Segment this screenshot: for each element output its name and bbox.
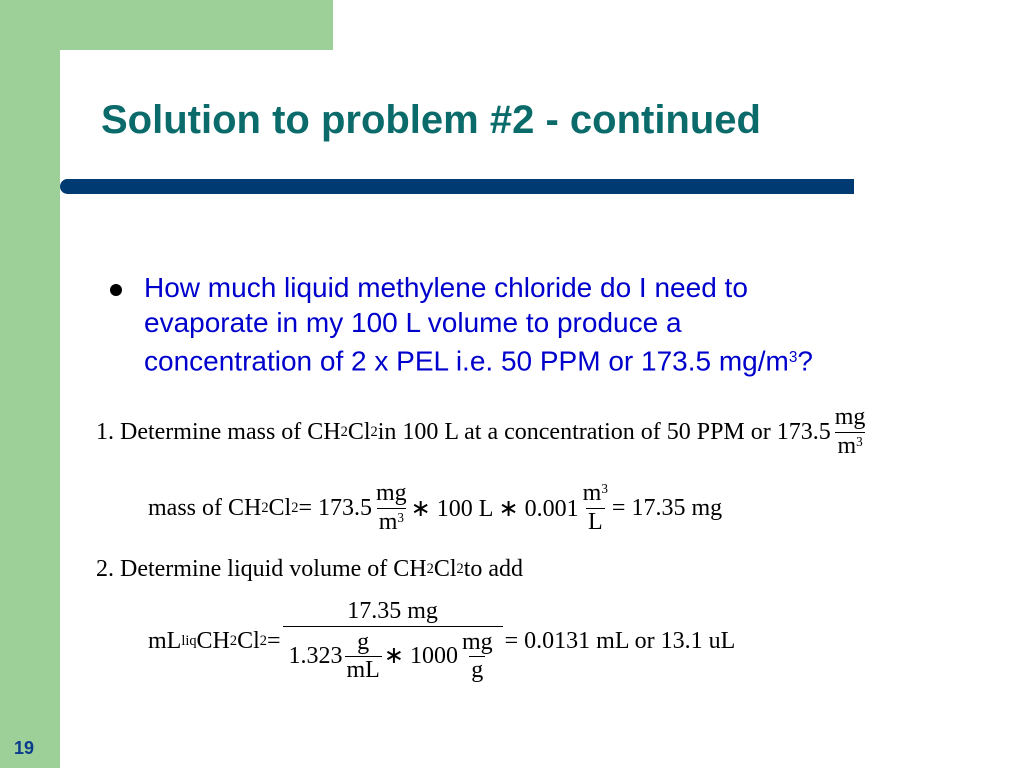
m3-per-liter-fraction: $\frac{m^3}{L}$ xyxy=(582,480,608,535)
step-2-line: 2. Determine liquid volume of CH 2 Cl 2 to add xyxy=(96,556,524,582)
slide-number: 19 xyxy=(14,738,35,758)
bullet-line-1: How much liquid methylene chloride do I need to xyxy=(144,272,748,303)
mass-equation: mass of CH 2 Cl 2 = 173.5 $\frac{mg}{m^3}$ ∗ 100 L ∗ 0.001 $\frac{m^3}{L}$ = 17.35 mg xyxy=(148,480,723,535)
bullet-icon xyxy=(110,284,122,296)
volume-equation: mL liq CH 2 Cl 2 = 17.35 mg 1.323 $\frac{g}{mL}$ ∗ 1000 $\frac{mg}{g}$ = 0.0131 mL or 13.1 uL xyxy=(148,598,736,684)
volume-main-fraction: 17.35 mg 1.323 $\frac{g}{mL}$ ∗ 1000 $\frac{mg}{g}$ xyxy=(283,598,503,685)
green-top-band xyxy=(0,0,333,50)
slide-title: Solution to problem #2 - continued xyxy=(101,98,761,142)
step-1-line: 1. Determine mass of CH 2 Cl 2 in 100 L at a concentration of 50 PPM or 173.5 $\frac{mg}{m^3}$ xyxy=(96,404,866,459)
title-underline-bar xyxy=(60,179,854,194)
bullet-question xyxy=(144,270,1004,378)
bullet-line-3: concentration of 2 x PEL i.e. 50 PPM or 173.5 $mg/m^3$? xyxy=(144,345,813,377)
step-1-unit-fraction: $\frac{mg}{m^3}$ xyxy=(834,404,866,459)
bullet-line-2: evaporate in my 100 L volume to produce a xyxy=(144,307,682,338)
mg-per-g-fraction: $\frac{mg}{g}$ xyxy=(461,628,493,684)
mg-per-m3-fraction: $\frac{mg}{m^3}$ xyxy=(375,480,407,535)
green-side-band xyxy=(0,0,60,768)
density-fraction: $\frac{g}{mL}$ xyxy=(346,628,380,684)
